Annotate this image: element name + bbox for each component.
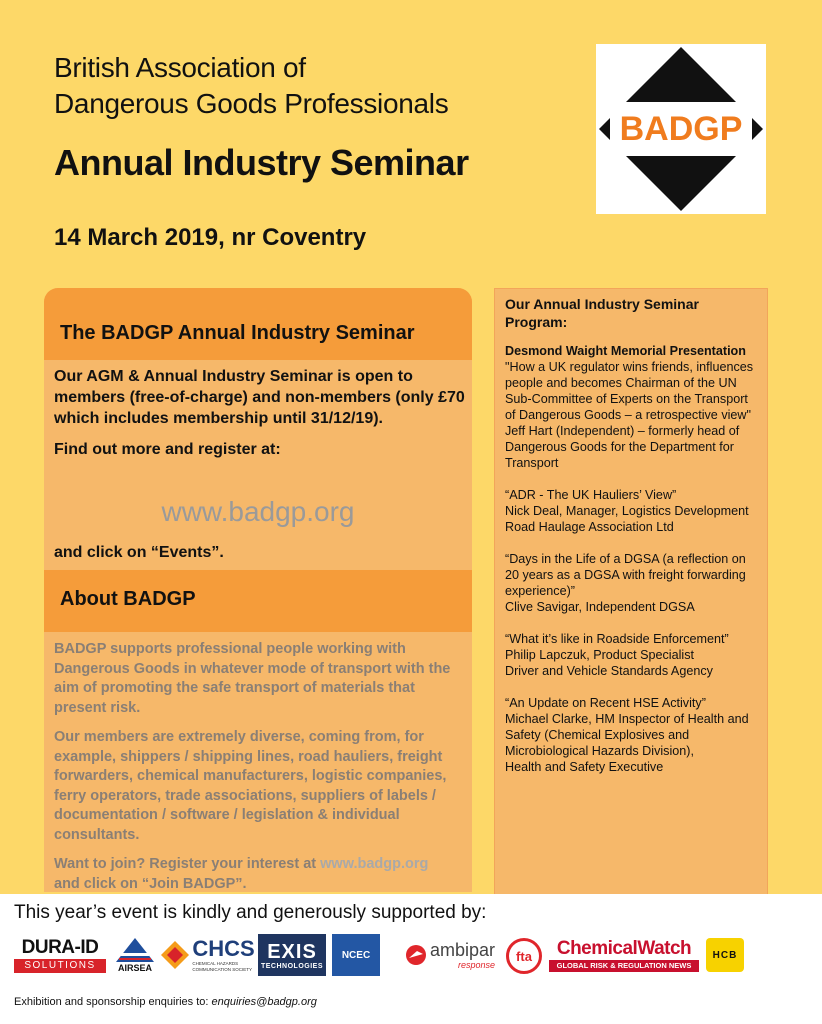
program-item-talk: “What it’s like in Roadside Enforcement”	[505, 632, 729, 646]
program-panel	[494, 288, 768, 900]
events-instruction: and click on “Events”.	[54, 544, 224, 561]
program-item	[505, 695, 757, 775]
about-paragraph-1: BADGP supports professional people working with Dangerous Goods in whatever mode of transport with the aim of promoting the safe transport of materials that present risk.	[54, 641, 451, 716]
sponsor-name: ambipar	[429, 939, 496, 960]
event-date: 14 March 2019, nr Coventry	[54, 224, 367, 251]
enquiries-prefix: Exhibition and sponsorship enquiries to:	[14, 996, 212, 1008]
program-item	[505, 487, 757, 535]
sponsor-logo-hcb	[706, 938, 744, 972]
sponsor-logo-dura-id	[14, 934, 106, 976]
program-item-talk: “ADR - The UK Hauliers’ View”	[505, 488, 677, 502]
website-link[interactable]: www.badgp.org	[161, 496, 355, 527]
sponsor-name: NCEC	[341, 949, 371, 961]
program-item-talk: “An Update on Recent HSE Activity”	[505, 696, 706, 710]
org-line-1: British Association of	[54, 52, 306, 83]
program-item-heading: Desmond Waight Memorial Presentation	[505, 344, 746, 358]
sponsor-logo-airsea	[114, 934, 156, 976]
seminar-find-out: Find out more and register at:	[54, 441, 281, 458]
ambipar-swoosh-icon	[405, 944, 427, 966]
sponsor-subname: SOLUTIONS	[14, 959, 106, 973]
chcs-text	[192, 937, 254, 973]
seminar-body	[54, 366, 468, 470]
sponsor-logo-ncec	[332, 934, 380, 976]
logo-text: BADGP	[619, 110, 743, 148]
program-item-org: Health and Safety Executive	[505, 760, 664, 774]
seminar-intro: Our AGM & Annual Industry Seminar is open to members (free-of-charge) and non-members (only £70 which includes membership until 31/12/19).	[54, 368, 465, 427]
join-link[interactable]: www.badgp.org	[320, 856, 429, 872]
badgp-diamond-logo-icon	[596, 44, 766, 214]
sponsor-name: HCB	[712, 949, 738, 961]
org-line-2: Dangerous Goods Professionals	[54, 88, 449, 119]
organisation-name	[54, 50, 574, 122]
sponsor-subname: response	[457, 959, 496, 970]
sponsors-title: This year’s event is kindly and generously supported by:	[14, 902, 487, 923]
program-item-speaker: Nick Deal, Manager, Logistics Development	[505, 504, 749, 518]
sponsor-subname: TECHNOLOGIES	[260, 962, 323, 970]
program-item-talk: "How a UK regulator wins friends, influences people and becomes Chairman of the UN Sub-Committee of Experts on the Transport of Dangerous Goods – a retrospective view"	[505, 360, 754, 422]
sponsor-name: ChemicalWatch	[556, 938, 692, 959]
program-item-talk: “Days in the Life of a DGSA (a reflection on 20 years as a DGSA with freight forwarding experience)”	[505, 552, 746, 598]
program-item-org: Road Haulage Association Ltd	[505, 520, 674, 534]
about-heading: About BADGP	[44, 570, 472, 632]
program-item-speaker: Jeff Hart (Independent) – formerly head of Dangerous Goods for the Department for Transport	[505, 424, 740, 470]
sponsor-footer	[0, 894, 822, 1024]
badgp-logo	[596, 44, 766, 214]
enquiries-line	[14, 996, 317, 1008]
program-item	[505, 343, 757, 471]
program-item	[505, 551, 757, 615]
program-title: Our Annual Industry Seminar Program:	[505, 296, 699, 330]
sponsor-subname: GLOBAL RISK & REGULATION NEWS	[549, 960, 699, 972]
program-item-org: Driver and Vehicle Standards Agency	[505, 664, 713, 678]
sponsor-name: EXIS	[267, 940, 317, 963]
chcs-diamond-icon	[161, 941, 189, 969]
airsea-triangle-icon	[115, 937, 155, 963]
about-body	[54, 640, 466, 892]
join-paragraph	[54, 855, 466, 892]
sponsor-logo-exis	[258, 934, 326, 976]
program-item-speaker: Michael Clarke, HM Inspector of Health and Safety (Chemical Explosives and Microbiological Hazards Division),	[505, 712, 749, 758]
seminar-heading: The BADGP Annual Industry Seminar	[44, 288, 472, 360]
enquiries-email-link[interactable]: enquiries@badgp.org	[211, 996, 317, 1008]
ambipar-text	[430, 941, 495, 970]
program-item	[505, 631, 757, 679]
sponsor-name: CHCS	[192, 936, 255, 961]
sponsor-subname: CHEMICAL HAZARDS COMMUNICATION SOCIETY	[192, 961, 252, 972]
sponsor-name: DURA-ID	[21, 937, 99, 958]
join-suffix: and click on “Join BADGP”.	[54, 875, 247, 892]
seminar-info-panel	[44, 288, 472, 892]
sponsor-logo-chemicalwatch	[546, 934, 702, 976]
about-paragraph-2: Our members are extremely diverse, coming from, for example, shippers / shipping lines, road hauliers, freight forwarders, chemical manufacturers, logistic companies, ferry operators, trade associations, suppliers of labels / documentation / software / legislation & individual consultants.	[54, 729, 447, 843]
sponsor-name: fta	[516, 948, 532, 964]
sponsor-logo-chcs	[160, 934, 256, 976]
sponsor-logo-fta	[506, 938, 542, 974]
page-title: Annual Industry Seminar	[54, 142, 469, 183]
sponsor-logo-ambipar	[400, 936, 500, 974]
sponsor-logos	[10, 934, 812, 978]
join-prefix: Want to join? Register your interest at	[54, 856, 321, 872]
program-item-speaker: Philip Lapczuk, Product Specialist	[505, 648, 695, 662]
sponsor-name: AIRSEA	[117, 963, 152, 973]
program-item-speaker: Clive Savigar, Independent DGSA	[505, 600, 695, 614]
